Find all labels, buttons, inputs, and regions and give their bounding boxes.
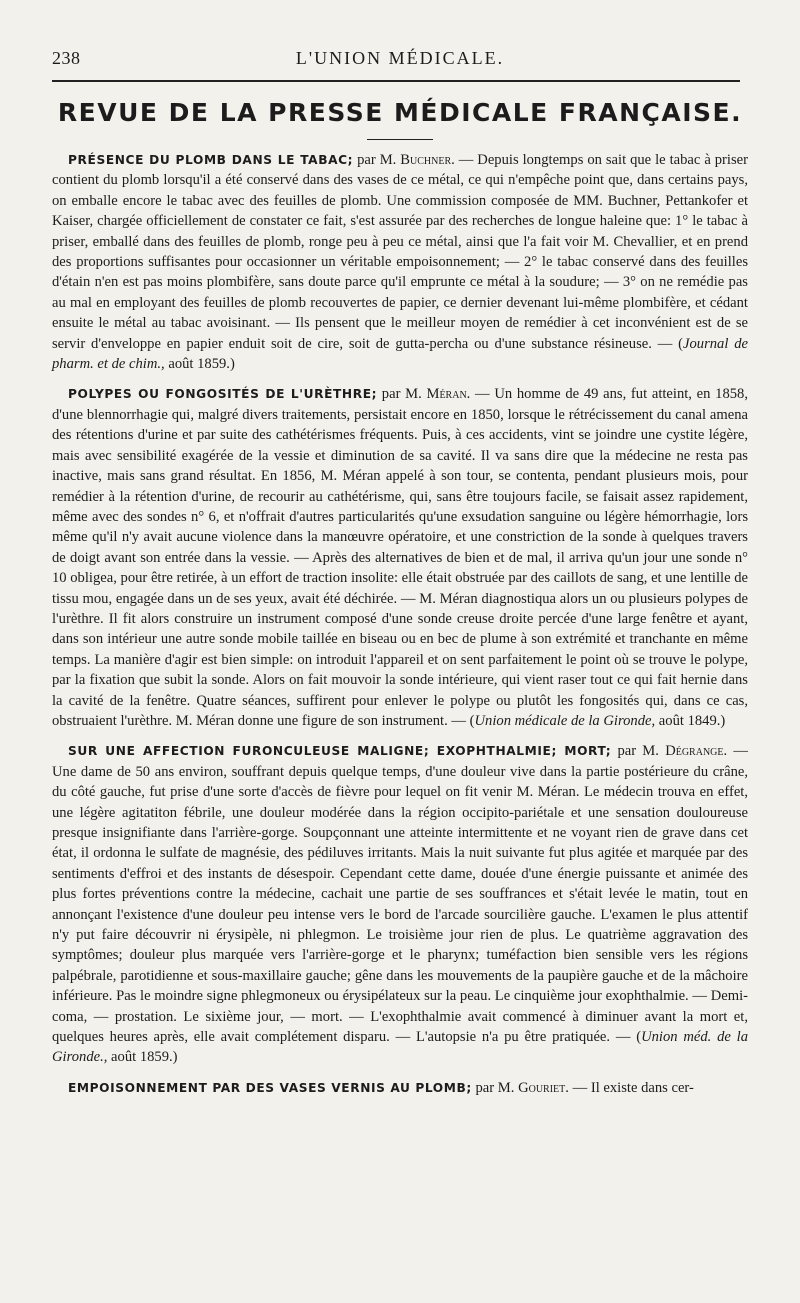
article-heading: POLYPES OU FONGOSITÉS DE L'URÈTHRE; xyxy=(68,387,378,402)
article-body: — Une dame de 50 ans environ, souffrant depuis quelque temps, d'une douleur vive dans la partie postérieure du crâne, du côté gauche, fut prise d'une sorte d'accès de fièvre pour lequel on fit venir M. Méran. Le médecin trouva en effet, une légère agitatiton fébrile, une douleur modérée dans la région occipito-pariétale et une sensation douloureuse presque insignifiante dans l'arrière-gorge. Soupçonnant une atteinte intermittente et ne voyant rien de grave dans cet état, il ordonna le sulfate de magnésie, des pédiluves irritants. Mais la nuit suivante fut plus agitée et marquée par des sentiments d'effroi et des instants de désespoir. Cependant cette dame, douée d'une énergie puissante et animée des plus fortes préventions contre la médecine, cachait une partie de ses souffrances et s'était levée le matin, tout en annonçant l'existence d'une douleur peu intense vers le bord de l'arcade sourcilière gauche. L'examen le plus attentif n'y put faire découvrir ni érysipèle, ni phlegmon. Le troisième jour rien de plus. Le quatrième aggravation des symptômes; douleur plus marquée vers l'arrière-gorge et le pharynx; tuméfaction bien sensible vers les régions palpébrale, parotidienne et sous-maxillaire gauche; gêne dans les mouvements de la paupière gauche et de la mâchoire inférieure. Pas le moindre signe phlegmoneux ou érysipélateux sur la peau. Le cinquième jour exophthalmie. — Demi-coma, — prostation. Le sixième jour, — mort. — L'exophthalmie avait commencé à diminuer avant la mort et, quelques heures après, elle avait complétement disparu. — L'autopsie n'a pu être pratiquée. — ( xyxy=(52,743,748,1046)
article-heading: SUR UNE AFFECTION FURONCULEUSE MALIGNE; EXOPHTHALMIE; MORT; xyxy=(68,744,612,759)
page-number: 238 xyxy=(52,48,81,68)
article-author: Dégrange. xyxy=(665,743,728,760)
article-heading: PRÉSENCE DU PLOMB DANS LE TABAC; xyxy=(68,153,354,167)
article-furuncular-affection xyxy=(52,741,748,1068)
article-heading: EMPOISONNEMENT PAR DES VASES VERNIS AU PLOMB; xyxy=(68,1080,472,1095)
article-author: Buchner. xyxy=(400,152,455,168)
article-by: par M. xyxy=(471,1079,519,1096)
article-tail: août 1849.) xyxy=(655,712,726,729)
running-head xyxy=(52,40,748,74)
article-body: — Un homme de 49 ans, fut atteint, en 1858, d'une blennorrhagie qui, malgré divers traitements, persistait encore en 1850, lorsque le rétrécissement du canal amena des rétentions d'urine et par suite des cathétérismes fréquents. Puis, à ces accidents, vint se joindre une cystite légère, mais avec sensibilité exagérée de la vessie et diminution de sa cavité. Il va sans dire que la médecine ne resta pas inactive, mais sans grand résultat. En 1856, M. Méran appelé à son tour, se contenta, pendant plusieurs mois, pour remédier à la rétention d'urine, de recourir au cathétérisme, qui, sans être toujours facile, se faisait assez rapidement, même avec des sondes n° 6, et n'offrait d'autres particularités qu'une exsudation sanguine ou légère hémorrhagie, lors même qu'il n'y avait aucune violence dans la manœuvre opératoire, et une constriction de la sonde à quelques travers de doigt avant son entrée dans la vessie. — Après des alternatives de bien et de mal, il arriva qu'un jour une sonde n° 10 obligea, pour être retirée, à un effort de traction insolite: elle était obstruée par des caillots de sang, et une lentille de tissu mou, engagée dans un de ses yeux, avait été déchirée. — M. Méran diagnostiqua alors un ou plusieurs polypes de l'urèthre. Il fit alors construire un instrument composé d'une sonde creuse droite percée d'une large fenêtre et ayant, dans son intérieur une autre sonde mobile taillée en biseau ou en bec de plume à son extrémité et tranchante en même temps. La manière d'agir est bien simple: on introduit l'appareil et on sent parfaitement le point où se trouve le polype, par la fixation que subit la sonde. Alors on fait mouvoir la sonde intérieure, qui vient raser tout ce qui fait hernie dans la cavité de la fenêtre. Quatre séances, suffirent pour enlever le polype ou plutôt les fongosités qui, dans ce cas, obstruaient l'urèthre. M. Méran donne une figure de son instrument. — ( xyxy=(52,386,748,729)
title-rule xyxy=(367,139,433,140)
article-body: — Depuis longtemps on sait que le tabac à priser contient du plomb lorsqu'il a été conservé dans des vases de ce métal, ce qui n'empêche point que, dans certains pays, on emballe encore le tabac avec des feuilles de plomb. Une commission composée de MM. Buchner, Pettankofer et Kaiser, chargée officiellement de constater ce fait, s'est assurée par des recherches de longue haleine que: 1° le tabac à priser, emballé dans des feuilles de plomb, ronge peu à peu ce métal, ainsi que l'a fait voir M. Chevallier, et en prend des proportions suffisantes pour occasionner un véritable empoisonnement; — 2° le tabac conservé dans des feuilles d'étain n'en est pas moins plombifère, sans doute parce qu'il emprunte ce métal à la soudure; — 3° on ne remédie pas au mal en employant des feuilles de plomb recouvertes de papier, ce dernier devenant lui-même plombifère, et cédant ensuite le métal au tabac avoisinant. — Ils pensent que le meilleur moyen de remédier à cet inconvénient est de se servir d'enveloppe en papier enduit soit de cire, soit de gutta-percha ou d'une substance résineuse. — ( xyxy=(52,152,748,352)
article-by: par M. xyxy=(377,386,427,403)
article-source: Union médicale de la Gironde, xyxy=(474,712,656,729)
article-body: — Il existe dans cer- xyxy=(568,1079,694,1096)
article-author: Méran. xyxy=(426,386,471,403)
journal-title: L'UNION MÉDICALE. xyxy=(295,48,505,68)
article-author: Gouriet. xyxy=(518,1079,569,1096)
header-rule xyxy=(52,80,740,82)
article-by: par M. xyxy=(353,152,401,168)
article-tail: août 1859.) xyxy=(107,1049,178,1066)
article-source: Journal de pharm. et de chim., xyxy=(52,335,749,373)
article-tobacco-lead xyxy=(52,150,748,374)
article-tail: août 1859.) xyxy=(164,356,235,373)
section-title: REVUE DE LA PRESSE MÉDICALE FRANÇAISE. xyxy=(57,98,743,127)
article-source: Union méd. de la Gironde., xyxy=(52,1029,748,1066)
article-lead-glaze-poisoning xyxy=(52,1078,748,1098)
article-urethral-polyps xyxy=(52,384,748,731)
article-by: par M. xyxy=(611,743,666,760)
